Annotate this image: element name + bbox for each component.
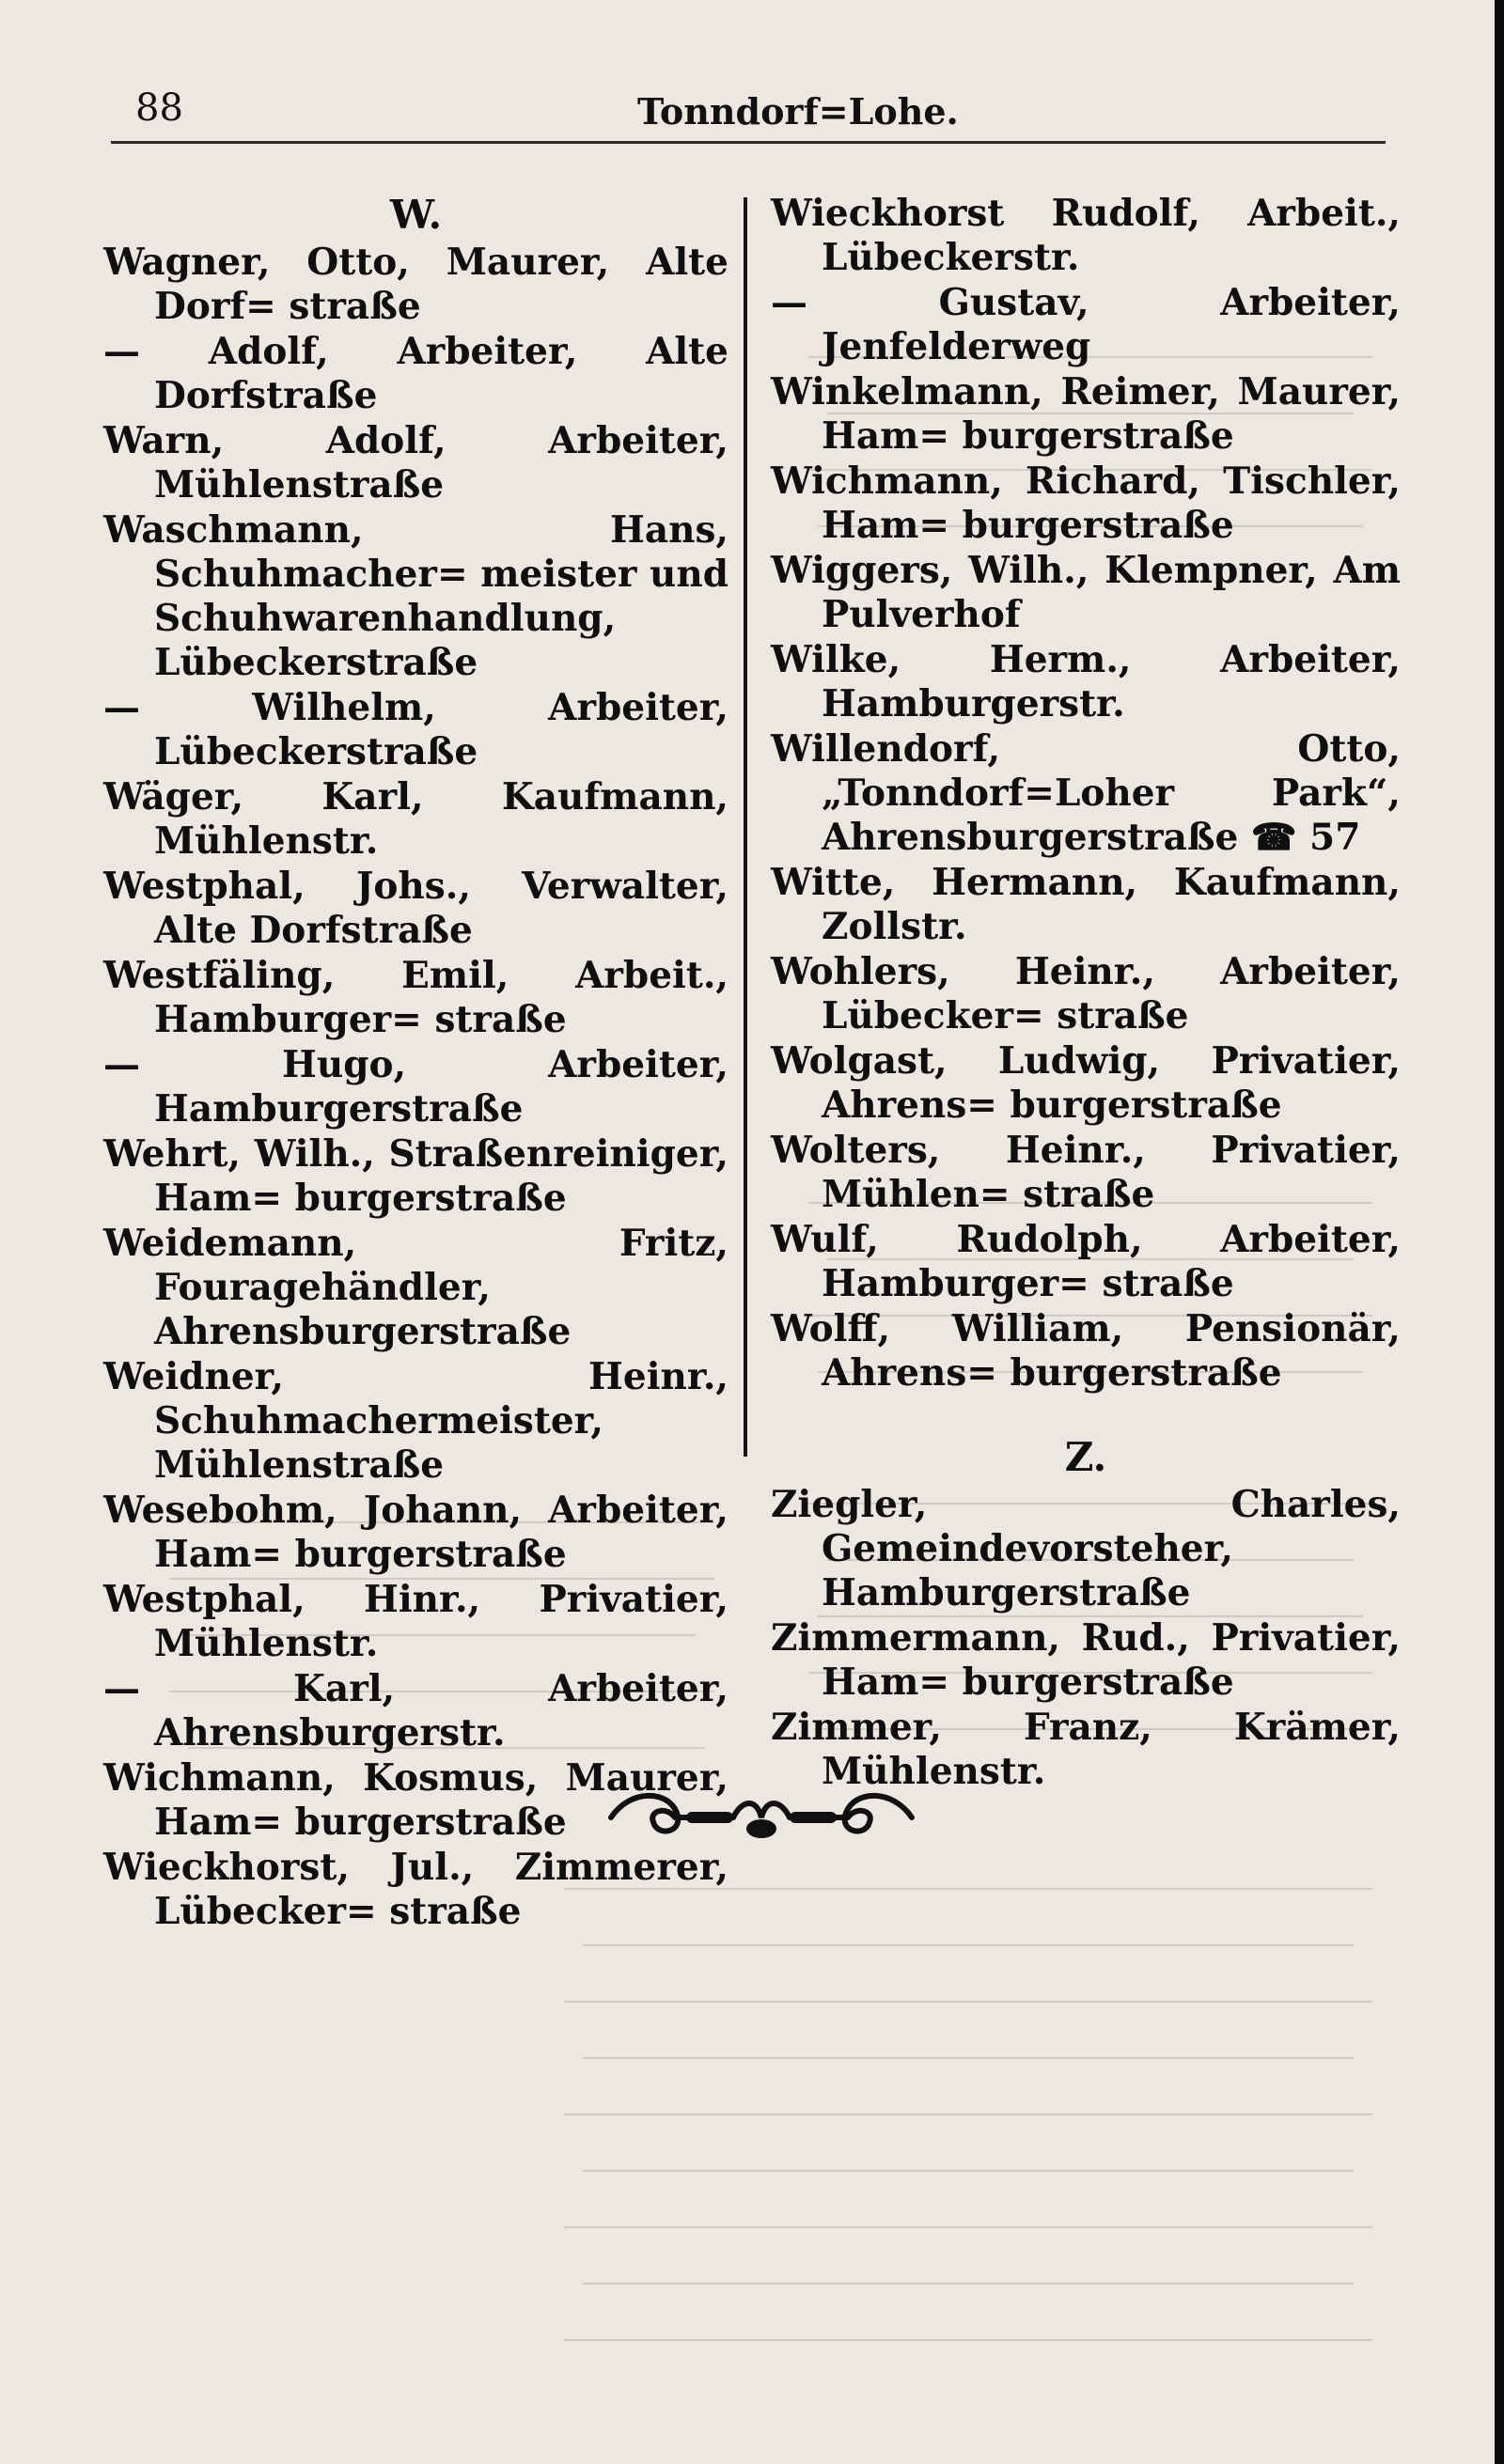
directory-entry: Winkelmann, Reimer, Maurer, Ham= burgerstraße [771, 370, 1401, 458]
section-gap [771, 1396, 1401, 1434]
directory-entry: Wohlers, Heinr., Arbeiter, Lübecker= straße [771, 950, 1401, 1037]
directory-entry: — Adolf, Arbeiter, Alte Dorfstraße [103, 330, 728, 417]
column-divider [744, 197, 747, 1457]
directory-entry: Wieckhorst, Jul., Zimmerer, Lübecker= straße [103, 1846, 728, 1933]
directory-entry: Wieckhorst Rudolf, Arbeit., Lübeckerstr. [771, 192, 1401, 279]
directory-entry: Warn, Adolf, Arbeiter, Mühlenstraße [103, 419, 728, 507]
directory-entry: Wäger, Karl, Kaufmann, Mühlenstr. [103, 775, 728, 863]
directory-entry: Wulf, Rudolph, Arbeiter, Hamburger= straße [771, 1218, 1401, 1305]
directory-entry: Wehrt, Wilh., Straßenreiniger, Ham= burgerstraße [103, 1132, 728, 1220]
directory-entry: Wolff, William, Pensionär, Ahrens= burgerstraße [771, 1307, 1401, 1395]
directory-entry: Wesebohm, Johann, Arbeiter, Ham= burgerstraße [103, 1489, 728, 1576]
scroll-ornament-icon [602, 1780, 921, 1855]
directory-entry: Willendorf, Otto, „Tonndorf=Loher Park“, Ahrensburgerstraße ☎ 57 [771, 727, 1401, 859]
directory-entry: Waschmann, Hans, Schuhmacher= meister und Schuhwarenhandlung, Lübeckerstraße [103, 508, 729, 684]
directory-entry: Witte, Hermann, Kaufmann, Zollstr. [771, 861, 1401, 948]
page-number: 88 [135, 86, 183, 130]
directory-entry: Zimmermann, Rud., Privatier, Ham= burgerstraße [771, 1616, 1401, 1704]
directory-entry: Ziegler, Charles, Gemeindevorsteher, Hamburgerstraße [771, 1483, 1401, 1614]
running-title: Tonndorf=Lohe. [637, 90, 959, 133]
directory-entry: — Hugo, Arbeiter, Hamburgerstraße [103, 1043, 728, 1131]
directory-entry: Wagner, Otto, Maurer, Alte Dorf= straße [103, 241, 728, 328]
directory-entry: Wichmann, Richard, Tischler, Ham= burgerstraße [771, 460, 1401, 547]
directory-entry: Wiggers, Wilh., Klempner, Am Pulverhof [771, 549, 1401, 636]
right-column [771, 192, 1401, 1795]
directory-entry: — Karl, Arbeiter, Ahrensburgerstr. [103, 1667, 728, 1754]
left-column [103, 192, 728, 1935]
directory-entry: Wichmann, Kosmus, Maurer, Ham= burgerstraße [103, 1756, 728, 1844]
directory-entry: Westphal, Hinr., Privatier, Mühlenstr. [103, 1578, 728, 1665]
directory-entry: Weidner, Heinr., Schuhmachermeister, Mühlenstraße [103, 1355, 728, 1487]
directory-entry: Westfäling, Emil, Arbeit., Hamburger= straße [103, 954, 728, 1041]
page-header [111, 86, 1386, 141]
section-heading-w: W. [389, 192, 443, 238]
directory-entry: Weidemann, Fritz, Fouragehändler, Ahrensburgerstraße [103, 1222, 728, 1353]
directory-entry: Wolters, Heinr., Privatier, Mühlen= straße [771, 1129, 1401, 1216]
section-heading-z: Z. [1064, 1434, 1107, 1480]
directory-entry: — Wilhelm, Arbeiter, Lübeckerstraße [103, 686, 728, 773]
header-rule [111, 141, 1386, 144]
directory-entry: — Gustav, Arbeiter, Jenfelderweg [771, 281, 1401, 368]
directory-entry: Zimmer, Franz, Krämer, Mühlenstr. [771, 1706, 1401, 1793]
directory-entry: Wolgast, Ludwig, Privatier, Ahrens= burgerstraße [771, 1039, 1401, 1127]
directory-entry: Westphal, Johs., Verwalter, Alte Dorfstraße [103, 865, 728, 952]
directory-entry: Wilke, Herm., Arbeiter, Hamburgerstr. [771, 638, 1401, 725]
